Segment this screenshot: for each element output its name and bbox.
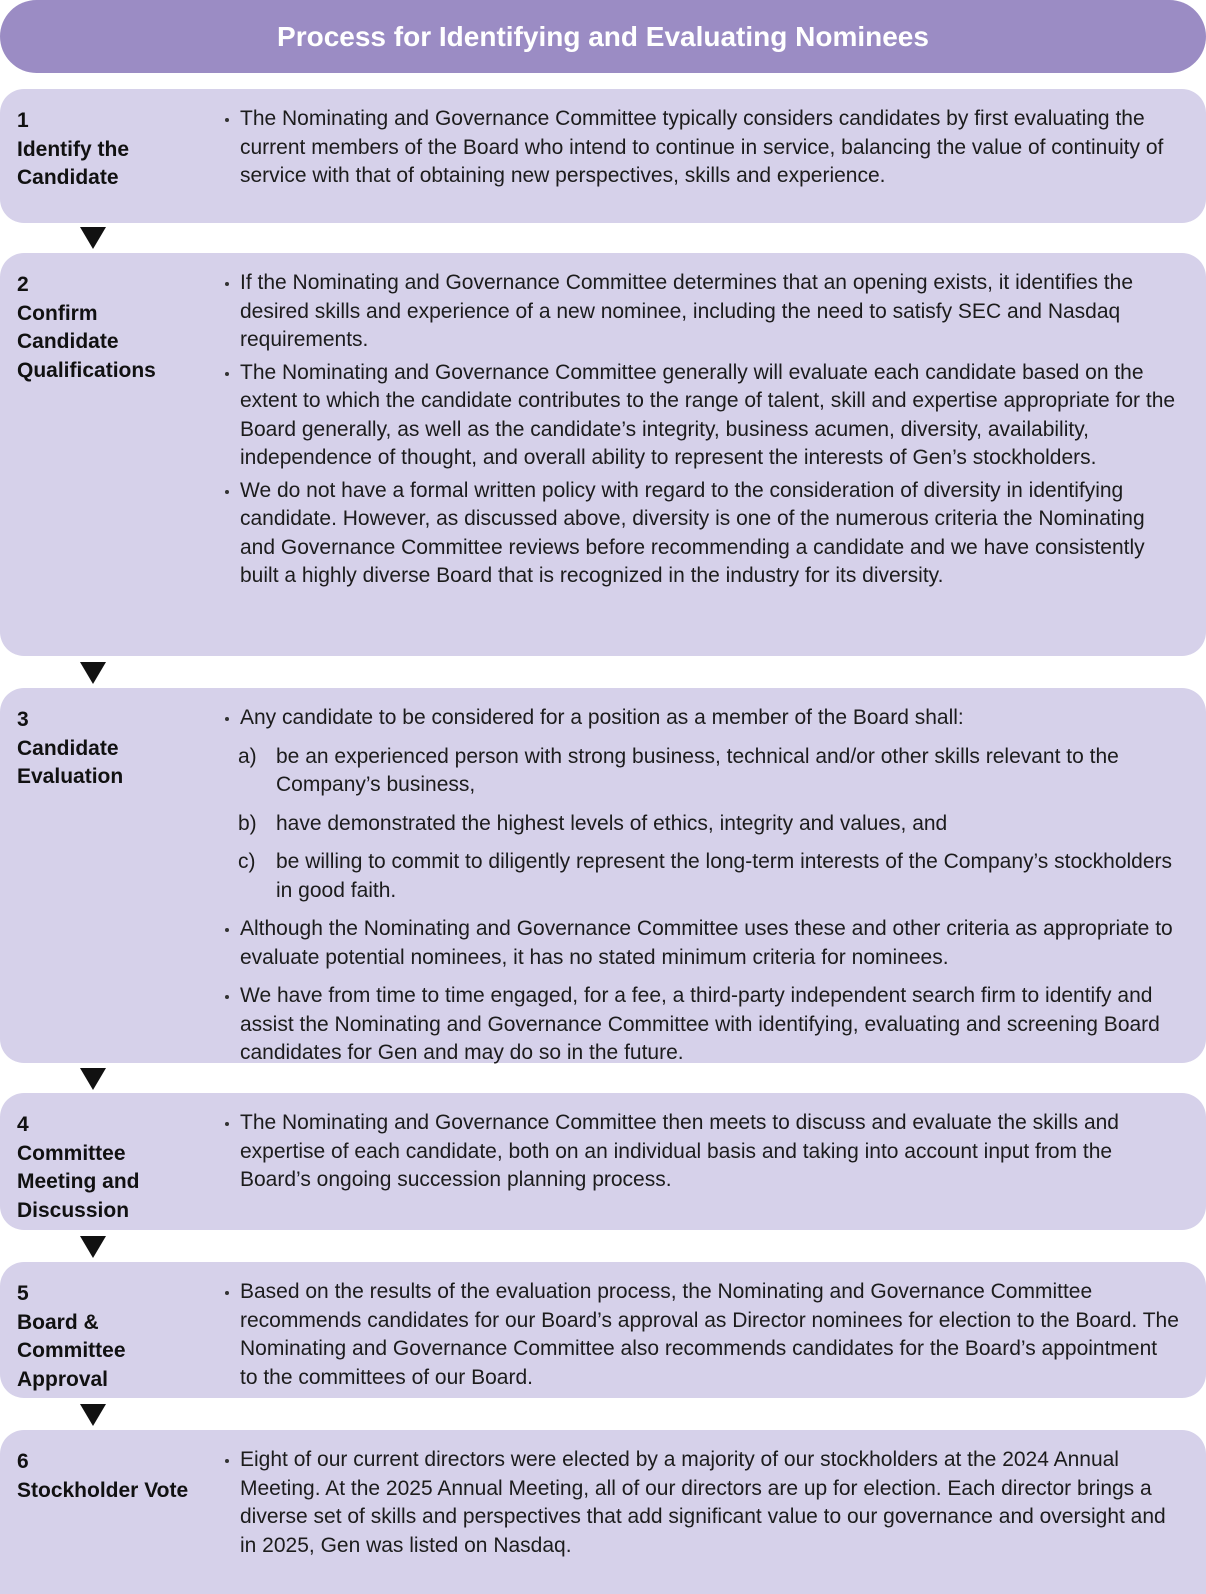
criteria-item	[220, 743, 1180, 800]
criteria-item	[220, 848, 1180, 905]
step-number: 3	[17, 708, 29, 731]
bullet-item: The Nominating and Governance Committee then meets to discuss and evaluate the skills and expertise of each candidate, both on an individual basis and taking into account input from the Board’s ongoing succession planning process.	[220, 1109, 1180, 1195]
criteria-item	[220, 810, 1180, 839]
step-title-line: Committee	[17, 1339, 126, 1362]
criteria-text: have demonstrated the highest levels of ethics, integrity and values, and	[276, 811, 948, 835]
step-3-label	[17, 706, 217, 792]
step-5-box	[0, 1262, 1206, 1398]
step-4-label	[17, 1111, 217, 1225]
diagram-title: Process for Identifying and Evaluating Nominees	[0, 0, 1206, 73]
step-title-line: Confirm	[17, 301, 98, 325]
step-title-line: Identify the	[17, 137, 130, 161]
step-3-box	[0, 688, 1206, 1063]
step-1-content	[220, 105, 1180, 195]
criteria-letter: b)	[238, 811, 257, 835]
bullet-item: Although the Nominating and Governance Committee uses these and other criteria as appropriate to evaluate potential nominees, it has no stated minimum criteria for nominees.	[220, 915, 1180, 972]
step-4-box	[0, 1093, 1206, 1230]
criteria-letter: c)	[238, 850, 256, 873]
step-number: 4	[17, 1113, 29, 1136]
bullet-item: The Nominating and Governance Committee typically considers candidates by first evaluating the current members of the Board who intend to continue in service, balancing the value of continuity of service with that of obtaining new perspectives, skills and experience.	[220, 105, 1180, 191]
step-6-label	[17, 1448, 217, 1505]
step-2-content	[220, 269, 1180, 595]
down-arrow-icon	[80, 662, 106, 684]
step-number: 6	[17, 1450, 29, 1473]
step-number: 5	[17, 1282, 29, 1305]
step-title-line: Qualifications	[17, 358, 156, 382]
bullet-item: We have from time to time engaged, for a fee, a third-party independent search firm to identify and assist the Nominating and Governance Committee with identifying, evaluating and screening Board candidates for Gen and may do so in the future.	[220, 982, 1180, 1068]
step-title-line: Meeting and	[17, 1170, 140, 1193]
down-arrow-icon	[80, 1068, 106, 1090]
step-3-content	[220, 704, 1180, 1072]
criteria-text: be an experienced person with strong business, technical and/or other skills relevant to the Company’s business,	[276, 744, 1119, 796]
bullet-item: We do not have a formal written policy with regard to the consideration of diversity in identifying candidate. However, as discussed above, diversity is one of the numerous criteria the Nominating and Governance Committee reviews before recommending a candidate and we have consistently built a highly diverse Board that is recognized in the industry for its diversity.	[220, 477, 1180, 591]
step-4-content	[220, 1109, 1180, 1199]
step-title-line: Candidate	[17, 330, 119, 353]
step-2-box	[0, 253, 1206, 656]
bullet-item: Eight of our current directors were elected by a majority of our stockholders at the 2024 Annual Meeting. At the 2025 Annual Meeting, all of our directors are up for election. Each director brings a diverse set of skills and perspectives that add significant value to our governance and oversight and in 2025, Gen was listed on Nasdaq.	[220, 1446, 1180, 1560]
step-title-line: Approval	[17, 1367, 109, 1391]
down-arrow-icon	[80, 227, 106, 249]
step-title-line: Candidate	[17, 736, 119, 760]
criteria-letter: a)	[238, 744, 257, 768]
step-1-box	[0, 89, 1206, 223]
step-5-content	[220, 1278, 1180, 1396]
bullet-item: Based on the results of the evaluation process, the Nominating and Governance Committee recommends candidates for our Board’s approval as Director nominees for election to the Board. The Nominating and Governance Committee also recommends candidates for the Board’s appointment to the committees of our Board.	[220, 1278, 1180, 1392]
criteria-text: be willing to commit to diligently represent the long-term interests of the Company’s stockholders in good faith.	[276, 850, 1173, 902]
step-6-content	[220, 1446, 1180, 1564]
step-title-line: Discussion	[17, 1198, 130, 1222]
step-2-label	[17, 271, 217, 385]
step-title-line: Board &	[17, 1310, 99, 1334]
bullet-item: If the Nominating and Governance Committee determines that an opening exists, it identifies the desired skills and experience of a new nominee, including the need to satisfy SEC and Nasdaq requirements.	[220, 269, 1180, 355]
step-1-label	[17, 107, 217, 193]
step-title-line: Evaluation	[17, 765, 124, 788]
step-title-line: Committee	[17, 1141, 126, 1165]
step-6-box	[0, 1430, 1206, 1594]
step-5-label	[17, 1280, 217, 1394]
step-title-line: Stockholder Vote	[17, 1478, 189, 1502]
down-arrow-icon	[80, 1236, 106, 1258]
step-number: 1	[17, 109, 29, 132]
bullet-item: The Nominating and Governance Committee generally will evaluate each candidate based on the extent to which the candidate contributes to the range of talent, skill and expertise appropriate for the Board generally, as well as the candidate’s integrity, business acumen, diversity, availability, independence of thought, and overall ability to represent the interests of Gen’s stockholders.	[220, 359, 1180, 473]
step-number: 2	[17, 273, 29, 296]
bullet-item: Any candidate to be considered for a position as a member of the Board shall:	[220, 704, 1180, 733]
down-arrow-icon	[80, 1404, 106, 1426]
step-title-line: Candidate	[17, 166, 119, 189]
